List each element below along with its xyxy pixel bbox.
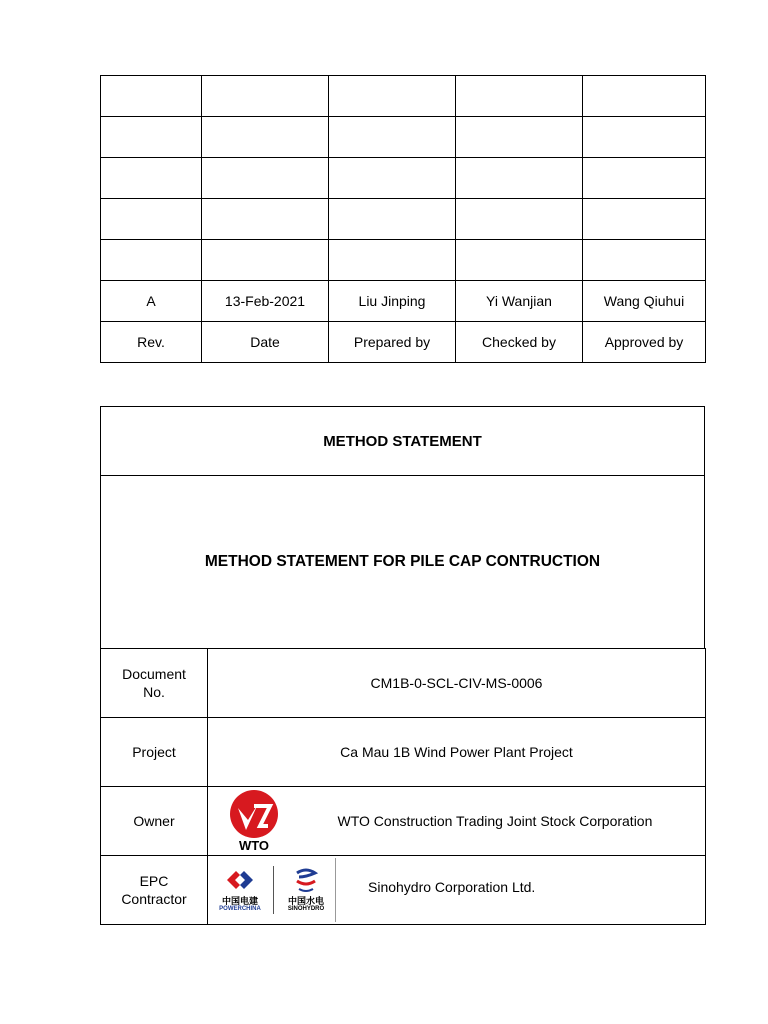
date-cell: 13-Feb-2021: [202, 281, 329, 322]
rev-cell: [101, 76, 202, 117]
header-rev: Rev.: [101, 322, 202, 363]
date-cell: [202, 158, 329, 199]
rev-cell: [101, 240, 202, 281]
revision-header-row: [101, 322, 706, 363]
date-cell: [202, 240, 329, 281]
revision-row: [101, 281, 706, 322]
powerchina-cn-text: 中国电建: [221, 896, 258, 906]
owner-value: WTO Construction Trading Joint Stock Corporation: [337, 813, 653, 829]
approved-by-cell: [583, 117, 706, 158]
prepared-by-cell: [329, 117, 456, 158]
epc-value: Sinohydro Corporation Ltd.: [368, 879, 536, 895]
document-no-label-text: Document No.: [122, 666, 186, 700]
title-table: [100, 406, 705, 649]
wto-logo-cell: [208, 787, 300, 856]
date-cell: [202, 199, 329, 240]
rev-cell: [101, 199, 202, 240]
checked-by-cell: [456, 240, 583, 281]
header-approved-by: Approved by: [583, 322, 706, 363]
header-checked-by: Checked by: [456, 322, 583, 363]
project-label: Project: [101, 718, 208, 787]
approved-by-cell: [583, 240, 706, 281]
approved-by-cell: [583, 76, 706, 117]
checked-by-cell: [456, 117, 583, 158]
owner-value-cell: [300, 787, 706, 856]
prepared-by-cell: [329, 240, 456, 281]
header-date: Date: [202, 322, 329, 363]
document-no-value: CM1B-0-SCL-CIV-MS-0006: [208, 649, 706, 718]
powerchina-logo-mark: [223, 867, 257, 893]
revision-row: [101, 240, 706, 281]
prepared-by-cell: Liu Jinping: [329, 281, 456, 322]
prepared-by-cell: [329, 158, 456, 199]
powerchina-logo: [210, 867, 270, 913]
date-cell: [202, 76, 329, 117]
approved-by-cell: [583, 199, 706, 240]
sinohydro-logo-mark: [291, 867, 321, 893]
project-value: Ca Mau 1B Wind Power Plant Project: [208, 718, 706, 787]
powerchina-en-text: POWERCHINA: [219, 906, 261, 912]
sinohydro-cn-text: 中国水电: [287, 896, 324, 906]
wto-logo: [224, 790, 284, 852]
wto-logo-text: WTO: [238, 838, 269, 852]
header-prepared-by: Prepared by: [329, 322, 456, 363]
approved-by-cell: [583, 158, 706, 199]
revision-row: [101, 76, 706, 117]
sinohydro-en-text: SINOHYDRO: [287, 906, 325, 912]
epc-label-text: EPC Contractor: [121, 873, 187, 907]
rev-cell: [101, 117, 202, 158]
revision-row: [101, 117, 706, 158]
rev-cell: [101, 158, 202, 199]
logo-cell-border: [335, 858, 336, 922]
logo-divider: [273, 866, 274, 914]
document-no-label: [101, 649, 208, 718]
approved-by-cell: Wang Qiuhui: [583, 281, 706, 322]
checked-by-cell: Yi Wanjian: [456, 281, 583, 322]
epc-label: [101, 856, 208, 925]
revision-table: [100, 75, 706, 363]
epc-value-cell: [208, 856, 706, 925]
checked-by-cell: [456, 199, 583, 240]
revision-row: [101, 158, 706, 199]
rev-cell: A: [101, 281, 202, 322]
revision-row: [101, 199, 706, 240]
info-table: [100, 648, 706, 925]
checked-by-cell: [456, 158, 583, 199]
owner-label: Owner: [101, 787, 208, 856]
sinohydro-logo: [277, 867, 335, 913]
document-subtitle: METHOD STATEMENT FOR PILE CAP CONTRUCTION: [101, 476, 705, 649]
date-cell: [202, 117, 329, 158]
document-title: METHOD STATEMENT: [101, 407, 705, 476]
prepared-by-cell: [329, 199, 456, 240]
prepared-by-cell: [329, 76, 456, 117]
checked-by-cell: [456, 76, 583, 117]
